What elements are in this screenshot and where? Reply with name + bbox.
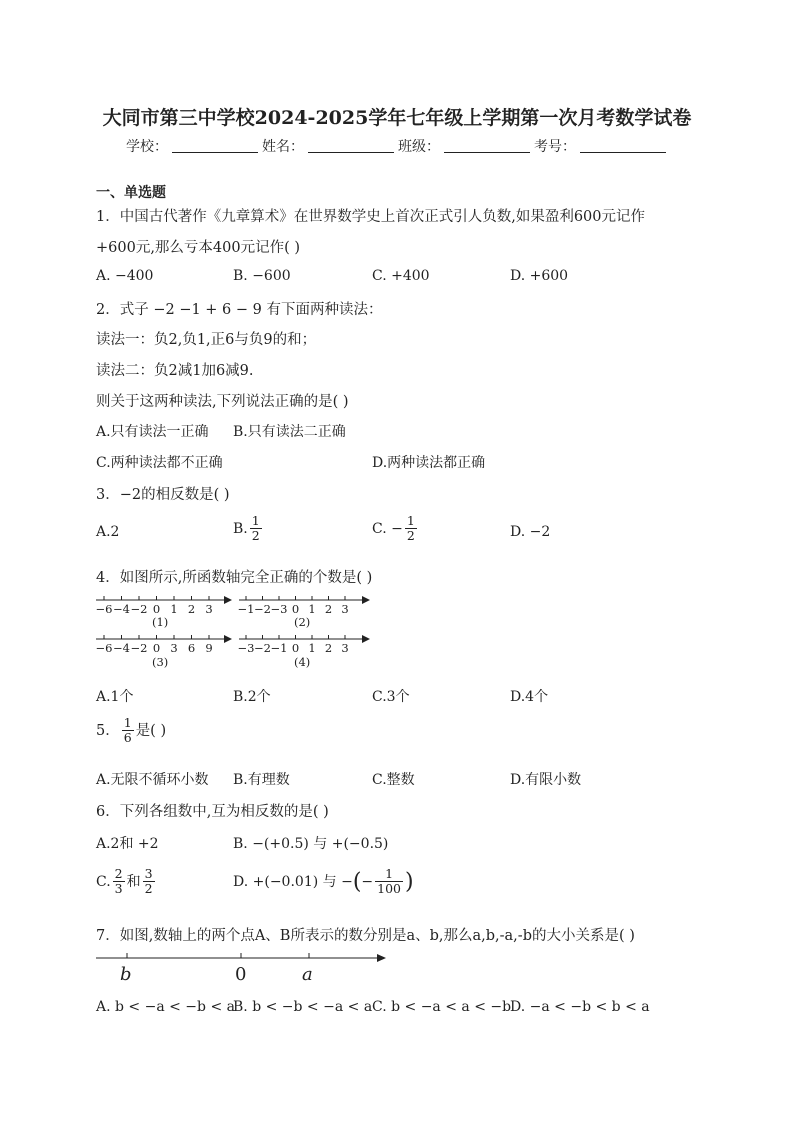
q5-stem <box>96 716 166 746</box>
q6-option-c-fraction-2 <box>143 867 155 897</box>
q7-label-b: b <box>120 964 132 985</box>
q5-fraction <box>122 716 134 746</box>
tick-label: 2 <box>187 602 196 616</box>
q6-option-a[interactable]: A.2和 +2 <box>96 836 159 852</box>
q3-stem: 3．−2的相反数是( ) <box>96 487 230 503</box>
q2-option-a[interactable]: A.只有读法一正确 <box>96 424 209 440</box>
tick-label: −1 <box>270 641 288 655</box>
q7-label-zero: 0 <box>235 964 247 985</box>
tick-label: 2 <box>324 641 333 655</box>
q2-stem-line2: 读法一：负2,负1,正6与负9的和； <box>96 332 317 348</box>
q7-number-line <box>94 948 394 988</box>
q5-prefix: 5． <box>96 722 120 739</box>
number-line-2-caption: (2) <box>294 615 311 629</box>
q6-option-c-fraction-1 <box>113 867 125 897</box>
number-line-3 <box>96 635 232 669</box>
student-info-line <box>126 136 670 156</box>
q5-option-d[interactable]: D.有限小数 <box>510 772 582 788</box>
class-blank[interactable] <box>444 138 530 153</box>
q4-option-b[interactable]: B.2个 <box>233 689 271 705</box>
tick-label: 3 <box>341 641 349 655</box>
fraction-numerator: 1 <box>251 513 260 528</box>
fraction-numerator: 1 <box>375 867 403 882</box>
q5-suffix: 是( ) <box>135 722 167 739</box>
tick-label: 2 <box>324 602 333 616</box>
number-blank[interactable] <box>580 138 666 153</box>
fraction-denominator: 100 <box>377 881 402 897</box>
section-heading: 一、单选题 <box>96 185 166 201</box>
tick-label: 3 <box>341 602 349 616</box>
tick-label: −6 <box>95 641 113 655</box>
q1-option-d[interactable]: D. +600 <box>510 268 569 284</box>
tick-label: −3 <box>270 602 288 616</box>
q2-stem-line4: 则关于这两种读法,下列说法正确的是( ) <box>96 394 349 410</box>
close-paren: ) <box>405 869 414 895</box>
name-blank[interactable] <box>308 138 394 153</box>
tick-label: 0 <box>152 641 161 655</box>
q4-option-a[interactable]: A.1个 <box>96 689 134 705</box>
q2-stem-line3: 读法二：负2减1加6减9. <box>96 363 254 379</box>
class-label: 班级： <box>398 139 440 155</box>
q1-stem-line1: 1．中国古代著作《九章算术》在世界数学史上首次正式引人负数,如果盈利600元记作 <box>96 209 646 225</box>
tick-label: 1 <box>308 602 316 616</box>
fraction-denominator: 2 <box>144 881 153 897</box>
tick-label: 1 <box>170 602 178 616</box>
number-line-1 <box>96 596 232 629</box>
name-label: 姓名： <box>262 139 304 155</box>
q6-option-b[interactable]: B. −(+0.5) 与 +(−0.5) <box>233 836 389 852</box>
q1-option-c[interactable]: C. +400 <box>372 268 430 284</box>
tick-label: −6 <box>95 602 113 616</box>
q4-option-d[interactable]: D.4个 <box>510 689 549 705</box>
q2-option-d[interactable]: D.两种读法都正确 <box>372 455 486 471</box>
fraction-numerator: 2 <box>114 866 123 881</box>
q4-stem: 4．如图所示,所函数轴完全正确的个数是( ) <box>96 570 373 586</box>
fraction-denominator: 6 <box>123 730 132 746</box>
q7-stem: 7．如图,数轴上的两个点A、B所表示的数分别是a、b,那么a,b,-a,-b的大小关系是( ) <box>96 928 635 944</box>
fraction-numerator: 3 <box>144 866 153 881</box>
q6-option-c-prefix: C. <box>96 873 111 890</box>
number-line-4 <box>238 635 370 669</box>
tick-label: 0 <box>291 641 300 655</box>
tick-label: 1 <box>308 641 316 655</box>
q3-option-d[interactable]: D. −2 <box>510 524 551 540</box>
q3-option-b-fraction <box>250 514 262 544</box>
q4-option-c[interactable]: C.3个 <box>372 689 410 705</box>
school-blank[interactable] <box>172 138 258 153</box>
tick-label: −4 <box>113 641 130 655</box>
tick-label: −2 <box>130 641 148 655</box>
fraction-denominator: 2 <box>251 528 260 544</box>
fraction-numerator: 1 <box>406 513 415 528</box>
q6-option-c[interactable] <box>96 867 157 897</box>
tick-label: −2 <box>254 641 271 655</box>
q3-option-a[interactable]: A.2 <box>96 524 120 540</box>
q6-option-c-middle: 和 <box>126 873 141 890</box>
exam-title: 大同市第三中学校2024-2025学年七年级上学期第一次月考数学试卷 <box>102 107 692 129</box>
school-label: 学校： <box>126 139 168 155</box>
tick-label: 0 <box>152 602 161 616</box>
q7-option-a[interactable]: A. b < −a < −b < a <box>96 999 235 1015</box>
q7-label-a: a <box>302 964 313 985</box>
q1-option-b[interactable]: B. −600 <box>233 268 291 284</box>
q7-option-b[interactable]: B. b < −b < −a < a <box>233 999 373 1015</box>
tick-label: 0 <box>291 602 300 616</box>
fraction-numerator: 1 <box>123 715 132 730</box>
tick-label: −2 <box>254 602 271 616</box>
tick-label: 9 <box>205 641 213 655</box>
open-paren: ( <box>352 869 362 895</box>
q5-option-b[interactable]: B.有理数 <box>233 772 290 788</box>
q1-option-a[interactable]: A. −400 <box>96 268 154 284</box>
number-line-4-caption: (4) <box>294 655 311 669</box>
q6-option-d-prefix: D. +(−0.01) 与 − <box>233 873 353 890</box>
number-line-2 <box>238 596 370 629</box>
q3-option-b-prefix: B. <box>233 520 248 537</box>
tick-label: −4 <box>113 602 130 616</box>
tick-label: 3 <box>170 641 178 655</box>
tick-label: −3 <box>237 641 255 655</box>
q7-option-d[interactable]: D. −a < −b < b < a <box>510 999 650 1015</box>
q6-option-d-fraction <box>375 867 403 897</box>
fraction-denominator: 2 <box>406 528 415 544</box>
tick-label: −2 <box>130 602 148 616</box>
tick-label: −1 <box>237 602 255 616</box>
tick-label: 3 <box>205 602 213 616</box>
q3-option-b[interactable] <box>233 514 264 544</box>
q6-stem: 6．下列各组数中,互为相反数的是( ) <box>96 804 329 820</box>
tick-label: 6 <box>187 641 196 655</box>
q3-option-c[interactable] <box>372 514 419 544</box>
q2-option-b[interactable]: B.只有读法二正确 <box>233 424 346 440</box>
number-label: 考号： <box>534 139 576 155</box>
number-line-3-caption: (3) <box>152 655 169 669</box>
q2-stem-line1: 2．式子 −2 −1 + 6 − 9 有下面两种读法： <box>96 302 383 318</box>
q2-option-c[interactable]: C.两种读法都不正确 <box>96 455 223 471</box>
q4-number-line-figure <box>92 590 382 675</box>
q6-option-d[interactable]: D. +(−0.01) 与 −(− $\frac{1}{100}$ ) <box>233 866 414 897</box>
q1-stem-line2: +600元,那么亏本400元记作( ) <box>96 240 301 256</box>
q3-option-c-fraction <box>405 514 417 544</box>
fraction-denominator: 3 <box>114 881 123 897</box>
q3-option-c-prefix: C. − <box>372 520 403 537</box>
q7-option-c[interactable]: C. b < −a < a < −b <box>372 999 512 1015</box>
q5-option-a[interactable]: A.无限不循环小数 <box>96 772 209 788</box>
q5-option-c[interactable]: C.整数 <box>372 772 415 788</box>
number-line-1-caption: (1) <box>152 615 169 629</box>
